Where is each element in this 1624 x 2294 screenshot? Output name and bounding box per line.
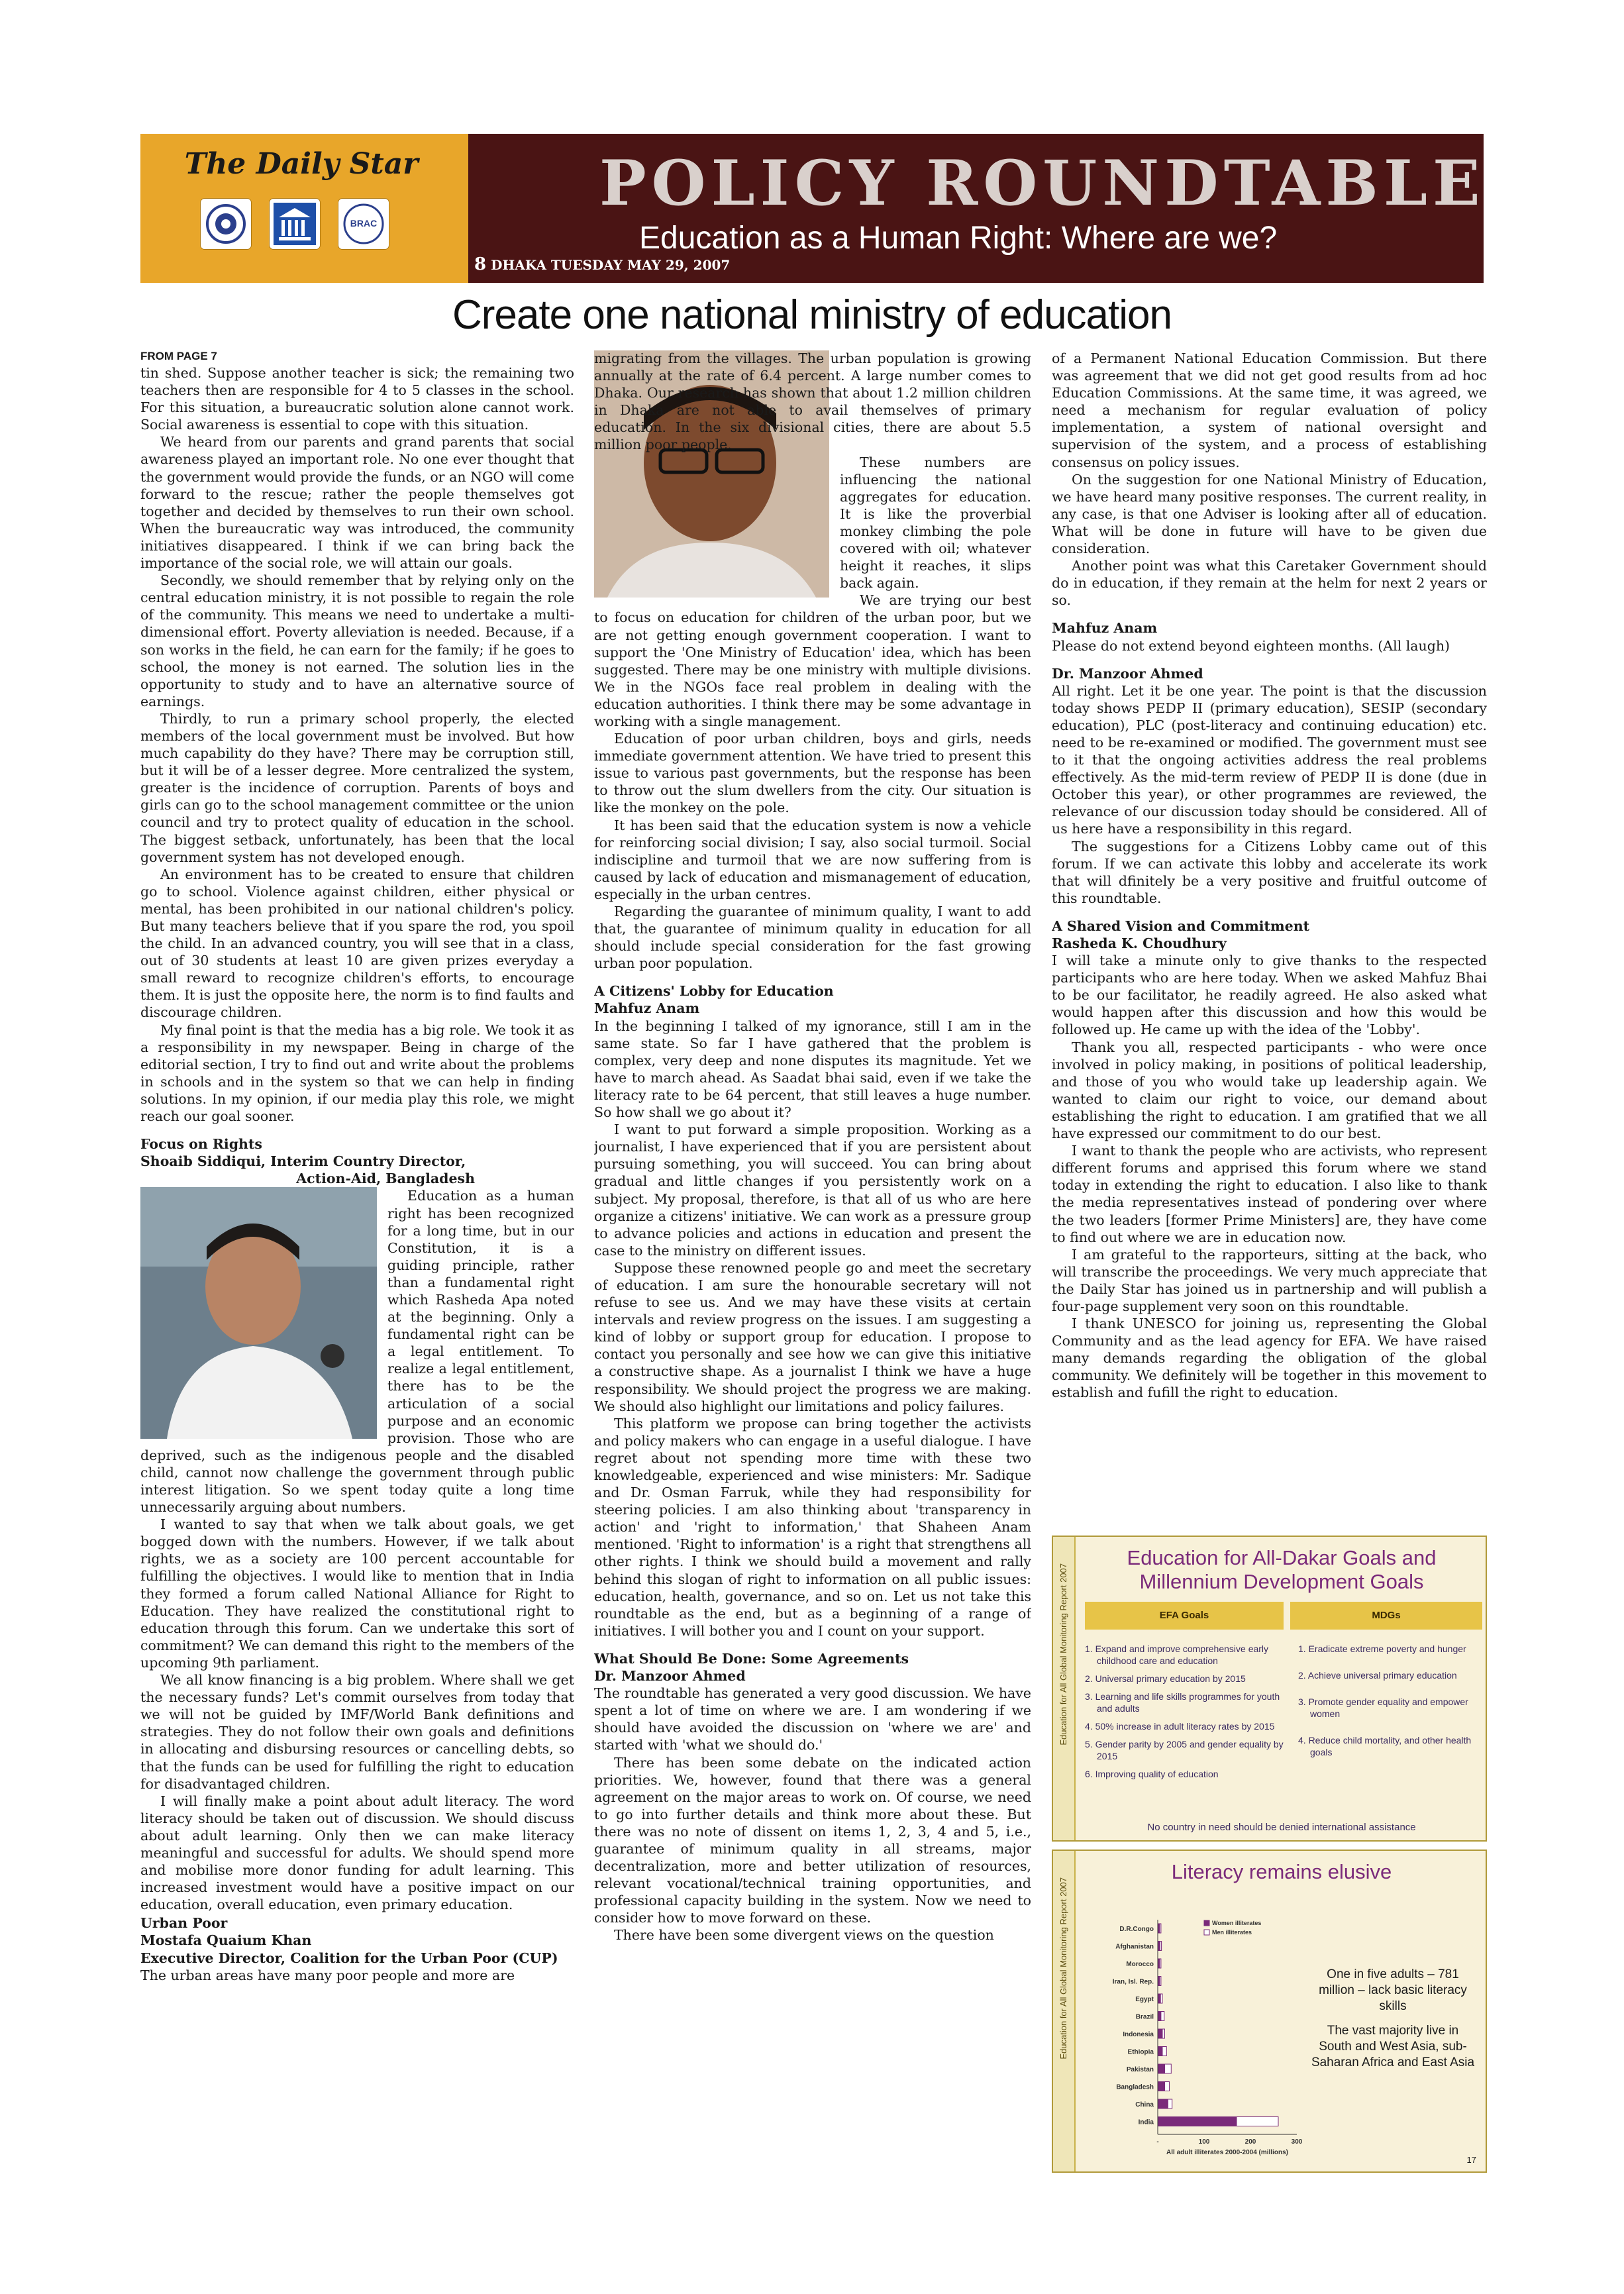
list-item: 4. 50% increase in adult literacy rates by 2015 (1085, 1721, 1275, 1732)
y-tick-label: Ethiopia (1127, 2048, 1154, 2056)
speaker-name: Rasheda K. Choudhury (1052, 935, 1227, 951)
speaker-name: Shoaib Siddiqui, Interim Country Director, (140, 1153, 466, 1170)
paragraph: This platform we propose can bring together the activists and policy makers who can engage in a useful dialogue. I have regret about not spending more time with these two knowledgeable, experienced and wise ministers: Mr. Sadique and Dr. Osman Farruk, while they had responsibility for steering policies. I am also thinking about 'transparency in action' and 'right to information,' that Shaheen Anam mentioned. 'Right to information' is a right that strengthens all other rights. I think we should build a movement and rally behind this slogan of right to information on all public issues: education, health, governance, and so on. Let us not take this roundtable as the end, but as a beginning of a range of initiatives. I will bother you and I count on your support. (594, 1415, 1031, 1639)
x-tick-label: 100 (1198, 2138, 1210, 2146)
paragraph: On the suggestion for one National Ministry of Education, we have heard many positive responses. The current reality, in any case, is that one Adviser is looking after all of education. What will be done in future will have to be given due consideration. (1052, 471, 1487, 557)
bar (1158, 2117, 1237, 2126)
y-tick-label: Egypt (1135, 1996, 1154, 2003)
dateline: 8 DHAKA TUESDAY MAY 29, 2007 (474, 254, 731, 274)
paragraph: Regarding the guarantee of minimum quality, I want to add that, the guarantee of minimum quality in education for all should include special consideration for the fast growing urban poor population. (594, 904, 1031, 972)
y-tick-label: D.R.Congo (1119, 1926, 1154, 1933)
infobox-title: Education for All-Dakar Goals and Millennium Development Goals (1127, 1546, 1437, 1593)
y-tick-label: China (1135, 2101, 1154, 2109)
list-item: 2. Achieve universal primary education (1298, 1670, 1457, 1681)
jump-line: FROM PAGE 7 (140, 350, 217, 362)
speaker-org: Action-Aid, Bangladesh (296, 1171, 475, 1187)
y-tick-label: Indonesia (1123, 2031, 1154, 2038)
paragraph: In the beginning I talked of my ignorance, still I am in the same state. So far I have gathered that the problem is complex, very deep and none disputes its magnitude. Yet we have to march ahead. As Saadat bhai said, even if we take the literacy rate to be 64 percent, that still leaves a huge number. So how shall we go about it? (594, 1017, 1031, 1121)
mdgs-list (1298, 1643, 1477, 1764)
list-item: 5. Gender parity by 2005 and gender equality by 2015 (1085, 1739, 1284, 1761)
legend-label: Men illiterates (1212, 1929, 1252, 1936)
paragraph: of a Permanent National Education Commission. But there was agreement that we did not get good results from ad hoc Education Commissions. At the same time, it was agreed, we need a mechanism for regular evaluation of policy implementation, a system of national oversight and supervision of the system, and a process of establishing consensus on policy issues. (1052, 350, 1487, 470)
list-item: 1. Expand and improve comprehensive early childhood care and education (1085, 1643, 1269, 1666)
paragraph: I am grateful to the rapporteurs, sitting at the back, who will transcribe the proceedings. We very much appreciate that the Daily Star has joined us in partnership and will publish a four-page supplement very soon on this roundtable. (1052, 1246, 1487, 1314)
paragraph: The roundtable has generated a very good discussion. We have spent a lot of time on where we are. I am wondering if we should have avoided the discussion on 'where we are' and started with 'what we should do.' (594, 1685, 1031, 1753)
report-sidebar: Education for All Global Monitoring Report 2007 (1053, 1851, 1076, 2171)
y-tick-label: Pakistan (1126, 2066, 1154, 2073)
list-item: 4. Reduce child mortality, and other health goals (1298, 1735, 1472, 1757)
svg-text:BRAC: BRAC (350, 218, 378, 229)
y-tick-label: Brazil (1135, 2013, 1154, 2021)
y-tick-label: Bangladesh (1116, 2083, 1154, 2091)
paragraph: There has been some debate on the indicated action priorities. We, however, found that there was a general agreement on the major areas to work on. Of course, we need to go into further details and think more about these. But there was no note of dissent on items 1, 2, 3, 4 and 5, i.e., guarantee of minimum quality in all streams, major decentralization, more and better utilization of resources, relevant vocational/technical training opportunities, and professional capacity building in the system. Now we need to consider how to move forward on these. (594, 1754, 1031, 1926)
bar (1160, 1942, 1162, 1951)
infobox-title: Literacy remains elusive (1171, 1860, 1392, 1883)
paragraph: The suggestions for a Citizens Lobby came out of this forum. If we can activate this lobby and accelerate its work that will dfinitely be a very positive and fruitful outcome of this roundtable. (1052, 838, 1487, 906)
efa-goals-infobox (1052, 1536, 1487, 1842)
y-tick-label: Afghanistan (1115, 1943, 1154, 1951)
paragraph: There have been some divergent views on the question (614, 1927, 994, 1944)
literacy-infobox (1052, 1850, 1487, 2173)
subhead: What Should Be Done: Some Agreements (594, 1650, 909, 1667)
bar (1160, 1959, 1161, 1968)
brac-university-icon (338, 199, 389, 249)
legend-swatch (1204, 1930, 1209, 1935)
speaker-name: Dr. Manzoor Ahmed (594, 1668, 746, 1685)
paragraph: The urban areas have many poor people and more are (140, 1967, 515, 1983)
subhead: A Citizens' Lobby for Education (594, 983, 834, 1000)
bar (1165, 2064, 1172, 2073)
bar (1160, 1924, 1161, 1933)
paragraph: I wanted to say that when we talk about goals, we get bogged down with the numbers. However, if we talk about rights, we as a society are 100 percent accountable for fulfilling the objectives. I would like to mention that in India they formed a forum called National Alliance for Right to Education. They have realized the constitutional right to education through this forum. Can we undertake this sort of commitment? We can demand this right to the members of the upcoming 9th parliament. (140, 1516, 574, 1671)
bar (1158, 1942, 1160, 1951)
speaker-org: Executive Director, Coalition for the Urban Poor (CUP) (140, 1950, 558, 1966)
speaker-name: Dr. Manzoor Ahmed (1052, 665, 1203, 682)
bar (1237, 2117, 1278, 2126)
speaker-photo (140, 1187, 377, 1439)
legend-swatch (1204, 1920, 1209, 1926)
paragraph: Please do not extend beyond eighteen months. (All laugh) (1052, 637, 1450, 654)
bar (1168, 2099, 1172, 2109)
paragraph: It has been said that the education system is now a vehicle for reinforcing social division; I say, also social turmoil. Social indiscipline and turmoil that we are now suffering from is caused by lack of education and mismanagement of education, especially in the urban centres. (594, 817, 1031, 902)
subhead: Focus on Rights (140, 1136, 262, 1153)
efa-goals-list (1085, 1643, 1284, 1786)
chart-note: The vast majority live in South and West Asia, sub-Saharan Africa and East Asia (1311, 2024, 1475, 2069)
paragraph: I want to put forward a simple proposition. Working as a journalist, I have experienced that if you are persistent about pursuing something, you will succeed. You can bring about gradual and little changes if you persistently work on a subject. My proposal, therefore, is that all of us who are here organize a citizens' initiative. We can work as a pressure group to advance policies and actions in education and present the case to the ministry on different issues. (594, 1121, 1031, 1259)
infobox-footer: No country in need should be denied international assistance (1147, 1822, 1416, 1833)
list-item: 1. Eradicate extreme poverty and hunger (1298, 1643, 1466, 1654)
bar (1161, 2012, 1164, 2021)
speaker-name: Mostafa Quaium Khan (140, 1932, 312, 1949)
unesco-temple-icon (270, 199, 320, 249)
unesco-icon (201, 199, 251, 249)
paragraph: My final point is that the media has a big role. We took it as a responsibility in my newspaper. Being in charge of the editorial section, I try to find out and write about the problems in schools and in the system so that we can help in finding solutions. In my opinion, if our media play this role, we might reach our goal sooner. (140, 1021, 574, 1125)
subhead: Urban Poor (140, 1915, 228, 1932)
list-item: 2. Universal primary education by 2015 (1085, 1673, 1246, 1684)
report-sidebar: Education for All Global Monitoring Report 2007 (1053, 1537, 1076, 1840)
paragraph: These numbers are influencing the national aggregates for education. It is like the proverbial monkey climbing the pole covered with oil; whatever height it reaches, it slips back again. (840, 454, 1031, 592)
paragraph: Another point was what this Caretaker Government should do in education, if they remain at the helm for next 2 years or so. (1052, 558, 1487, 609)
bar (1165, 2082, 1170, 2091)
list-item: 3. Promote gender equality and empower women (1298, 1696, 1468, 1719)
paragraph: An environment has to be created to ensure that children go to school. Violence against children, either physical or mental, has been prohibited in our national children's policy. But many teachers believe that if you spare the rod, you spoil the child. In an advanced country, you will see that in a class, out of 30 students at least 10 are given prizes everyday a small reward to recognize children's efforts, to encourage them. It is just the opposite here, the norm is to find faults and discourage children. (140, 866, 574, 1021)
paragraph: Secondly, we should remember that by relying only on the central education ministry, it is not possible to regain the role of the community. This means we need to undertake a multi-dimensional effort. Poverty alleviation is needed. Because, if a son works in the field, he can earn for the family; if he goes to school, the money is not earned. The solution lies in the opportunity to study and to have an alternative source of earnings. (140, 572, 574, 709)
paragraph: Education as a human right has been recognized for a long time, but in our Constitution, it is a guiding principle, rather than a fundamental right which Rasheda Apa noted at the beginning. Only a fundamental right can be a legal entitlement. To realize a legal entitlement, there has to be the articulation of a social purpose and an economic provision. Those who are deprived, such as the indigenous people and the disabled child, cannot now challenge the government through public interest litigation. So we spent today quite a long time unnecessarily arguing about numbers. (140, 1188, 574, 1516)
article-column-3 (1052, 350, 1487, 1502)
x-tick-label: - (1156, 2138, 1159, 2146)
masthead-logo: The Daily Star (184, 147, 419, 181)
paragraph: We are trying our best to focus on education for children of the urban poor, but we are not getting enough government cooperation. I want to support the 'One Ministry of Education' idea, which has been suggested. There may be one ministry with multiple divisions. We in the NGOs face real problem in dealing with the education authorities. I think there may be some advantage in working with a single management. (594, 592, 1031, 729)
paragraph: I want to thank the people who are activists, who represent different forums and apprised this forum where we stand today in extending the right to education. I also like to thank the media representatives instead of pondering over where the two leaders [former Prime Ministers] are, they have come to find out where we are in education now. (1052, 1143, 1487, 1245)
bar (1160, 1977, 1161, 1986)
paragraph: We heard from our parents and grand parents that social awareness played an important role. No one ever thought that the government would provide the funds, or an NGO will come forward to the rescue; rather the people themselves got together and decided by themselves to run their own school. When the bureaucratic way was introduced, the community initiatives disappeared. I think if we can bring back the importance of the social role, we will attain our goals. (140, 434, 574, 572)
x-tick-label: 300 (1291, 2138, 1303, 2146)
bar (1158, 2012, 1161, 2021)
bar (1160, 1994, 1162, 2003)
bar (1158, 2029, 1162, 2038)
article-column-1 (140, 350, 574, 2176)
article-column-2 (594, 350, 1031, 2176)
page-number: 17 (1466, 2155, 1476, 2165)
bar (1158, 2082, 1165, 2091)
x-axis-label: All adult illiterates 2000-2004 (millions) (1166, 2149, 1288, 2156)
section-title: POLICY ROUNDTABLE (599, 147, 1486, 220)
speaker-name: Mahfuz Anam (1052, 620, 1158, 637)
headline: Create one national ministry of education (452, 292, 1172, 338)
paragraph: tin shed. Suppose another teacher is sick; the remaining two teachers then are responsible for 4 to 5 classes in the school. For this situation, a bureaucratic solution alone cannot work. Social awareness is essential to cope with this situation. (140, 365, 574, 433)
literacy-bar-chart (1080, 1904, 1305, 2169)
bar (1162, 2047, 1166, 2056)
y-tick-label: Morocco (1126, 1961, 1154, 1968)
paragraph: Suppose these renowned people go and meet the secretary of education. I am sure the honourable secretary will not refuse to see us. And we may have these visits at certain intervals and review progress on the issues. I am suggesting a kind of lobby or support group for education. I propose to contact you personally and see how we can give this initiative a constructive shape. As a journalist I think we have a huge responsibility. We should project the progress we are making. We should also highlight our limitations and policy failures. (594, 1259, 1031, 1414)
legend-label: Women illiterates (1212, 1920, 1262, 1926)
paragraph: I will finally make a point about adult literacy. The word literacy should be taken out of discussion. We should discuss about adult learning. Only then we can make literacy meaningful and successful for adults. We should spend more and mobilise more donor funding for adult learning. This increased investment would have a positive impact on our education, overall education, even primary education. (140, 1793, 574, 1913)
bar (1158, 2047, 1162, 2056)
paragraph: Thirdly, to run a primary school properly, the elected members of the local government must be involved. But how much capability do they have? There may be corruption still, but it will be of a lesser degree. More centralized the system, greater is the incidence of corruption. Parents of boys and girls can go to the school management committee or the union council and try to protect quality of education in the school. The biggest setback, unfortunately, has been that the local government system has not developed enough. (140, 710, 574, 865)
efa-goals-header: EFA Goals (1085, 1602, 1284, 1630)
paragraph: migrating from the villages. The urban population is growing annually at the rate of 6.4 percent. A large number comes to Dhaka. Our research has shown that about 1.2 million children in Dhaka are not able to avail themselves of primary education. In the six divisional cities, there are about 5.5 million poor people. (594, 350, 1031, 453)
paragraph: Thank you all, respected participants - who were once involved in policy making, in positions of political leadership, and those of you who would take up leadership again. We wanted to claim our right to voice, our demand about establishing the right to education. I am gratified that we all have expressed our commitment to do our best. (1052, 1039, 1487, 1142)
bar (1158, 1994, 1160, 2003)
paragraph: Education of poor urban children, boys and girls, needs immediate government attention. We have tried to present this issue to various past governments, but the response has been to throw out the slum dwellers from the city. Our situation is like the monkey on the pole. (594, 731, 1031, 816)
x-tick-label: 200 (1244, 2138, 1256, 2146)
section-subtitle: Education as a Human Right: Where are we? (639, 221, 1278, 256)
speaker-name: Mahfuz Anam (594, 1000, 700, 1017)
bar (1158, 2064, 1165, 2073)
mdgs-header: MDGs (1290, 1602, 1482, 1630)
bar (1158, 2099, 1168, 2109)
list-item: 3. Learning and life skills programmes for youth and adults (1085, 1691, 1280, 1714)
list-item: 6. Improving quality of education (1085, 1769, 1219, 1779)
paragraph: I will take a minute only to give thanks to the respected participants who are here today. When we asked Mahfuz Bhai to be our facilitator, he readily agreed. He also asked what would happen after this discussion and how this would be followed up. He came up with the idea of the 'Lobby'. (1052, 953, 1487, 1038)
paragraph: I thank UNESCO for joining us, representing the Global Community and as the lead agency for EFA. We have raised many demands regarding the obligation of the global community. We definitely will be together in this movement to establish and fufill the right to education. (1052, 1316, 1487, 1401)
chart-note: One in five adults – 781 million – lack basic literacy skills (1319, 1967, 1467, 2013)
paragraph: We all know financing is a big problem. Where shall we get the necessary funds? Let's commit ourselves from today that we will not be guided by IMF/World Bank definitions and strategies. They do not follow their own goals and definitions in allocating and disbursing resources or cancelling debts, so that the funds can be used for fulfilling the right to education for disadvantaged children. (140, 1672, 574, 1792)
y-tick-label: India (1138, 2118, 1154, 2126)
subhead: A Shared Vision and Commitment (1052, 917, 1310, 934)
bar (1162, 2029, 1165, 2038)
y-tick-label: Iran, Isl. Rep. (1112, 1978, 1154, 1986)
paragraph: All right. Let it be one year. The point is that the discussion today shows PEDP II (primary education), SESIP (secondary education), PLC (post-literacy and continuing education) etc. need to be re-examined or modified. The government must see to it that the ongoing activities address the real problems effectively. As the mid-term review of PEDP II is done (due in October this year), or other programmes are reviewed, the relevance of our discussion today should be considered. All of us here have a responsibility in this regard. (1052, 682, 1487, 837)
